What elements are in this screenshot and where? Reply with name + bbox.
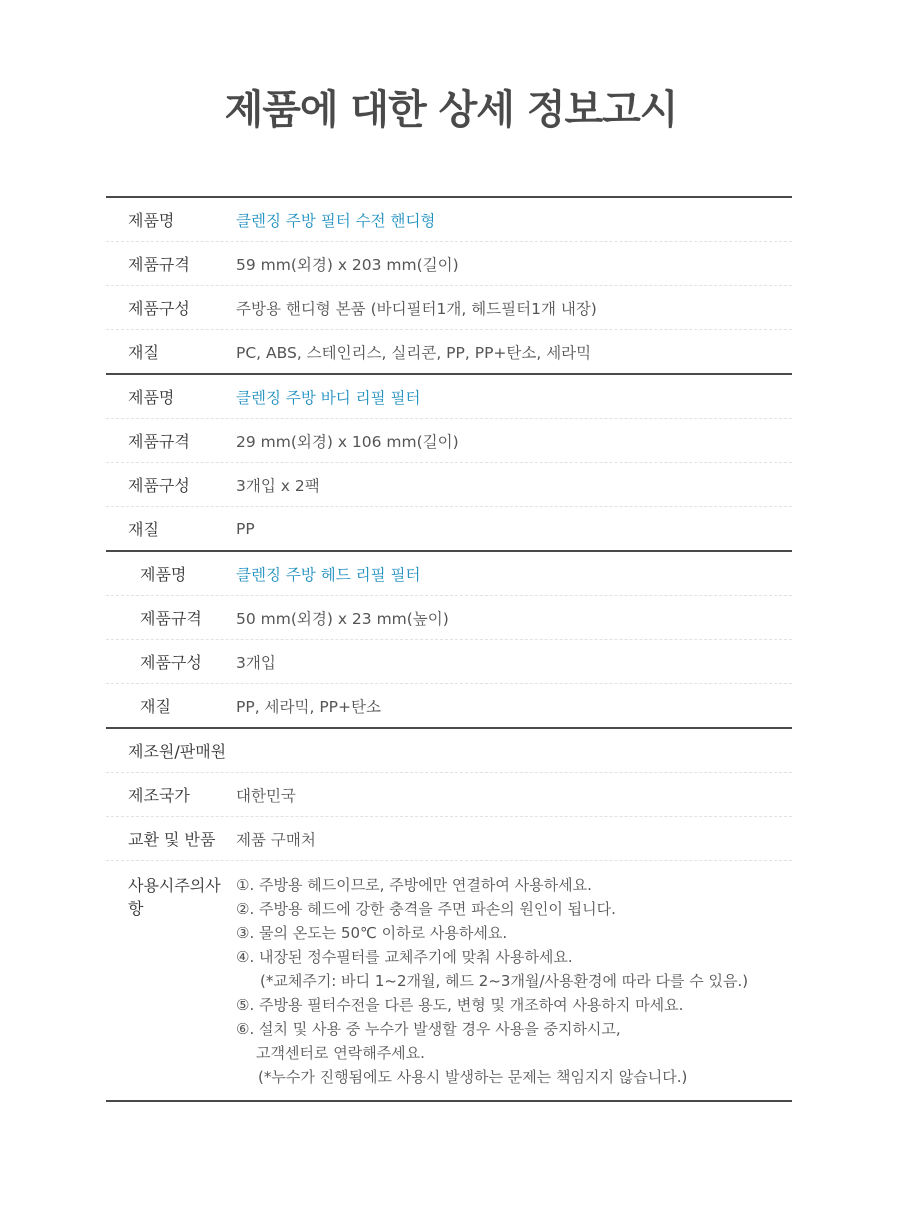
precaution-line: ③. 물의 온도는 50℃ 이하로 사용하세요. — [236, 924, 508, 942]
row-label: 재질 — [140, 697, 171, 716]
section-handy-filter — [106, 196, 792, 373]
table-row — [106, 375, 792, 419]
precaution-line: ④. 내장된 정수필터를 교체주기에 맞춰 사용하세요. — [236, 948, 573, 966]
section-body-refill — [106, 373, 792, 550]
table-row — [106, 640, 792, 684]
usage-precautions-row — [106, 861, 792, 1089]
table-row — [106, 242, 792, 286]
table-row — [106, 198, 792, 242]
row-label: 제품규격 — [128, 255, 190, 274]
row-label: 재질 — [128, 343, 159, 362]
row-label: 제품규격 — [140, 609, 202, 628]
precaution-line: ⑤. 주방용 필터수전을 다른 용도, 변형 및 개조하여 사용하지 마세요. — [236, 996, 684, 1014]
table-row — [106, 286, 792, 330]
row-label: 제품구성 — [140, 653, 202, 672]
product-name: 클렌징 주방 바디 리필 필터 — [236, 388, 421, 407]
row-value: 제품 구매처 — [236, 830, 316, 849]
table-row — [106, 330, 792, 373]
row-value: 50 mm(외경) x 23 mm(높이) — [236, 609, 449, 628]
table-row — [106, 507, 792, 550]
page-title: 제품에 대한 상세 정보고시 — [224, 87, 678, 133]
precautions-list — [236, 873, 748, 1089]
row-value: 대한민국 — [236, 786, 296, 805]
row-value: PC, ABS, 스테인리스, 실리콘, PP, PP+탄소, 세라믹 — [236, 343, 592, 362]
precaution-line: ②. 주방용 헤드에 강한 충격을 주면 파손의 원인이 됩니다. — [236, 900, 616, 918]
row-value: 29 mm(외경) x 106 mm(길이) — [236, 432, 459, 451]
precaution-line-continued: 고객센터로 연락해주세요. — [256, 1044, 425, 1062]
bottom-divider — [106, 1100, 792, 1102]
row-label: 제품명 — [128, 388, 175, 407]
row-label: 제품구성 — [128, 476, 190, 495]
table-row — [106, 596, 792, 640]
row-label: 제품명 — [128, 211, 175, 230]
table-row — [106, 729, 792, 773]
row-value: 59 mm(외경) x 203 mm(길이) — [236, 255, 459, 274]
row-label: 제조국가 — [128, 786, 190, 805]
row-value: PP — [236, 519, 255, 538]
row-value: 주방용 핸디형 본품 (바디필터1개, 헤드필터1개 내장) — [236, 299, 597, 318]
row-label: 제품명 — [140, 565, 187, 584]
section-manufacturer — [106, 727, 792, 1089]
table-row — [106, 817, 792, 861]
table-row — [106, 463, 792, 507]
product-name: 클렌징 주방 헤드 리필 필터 — [236, 565, 421, 584]
row-value: 3개입 x 2팩 — [236, 476, 320, 495]
precaution-line: ⑥. 설치 및 사용 중 누수가 발생할 경우 사용을 중지하시고, — [236, 1020, 621, 1038]
table-row — [106, 684, 792, 727]
precaution-line: ①. 주방용 헤드이므로, 주방에만 연결하여 사용하세요. — [236, 876, 592, 894]
row-label: 재질 — [128, 520, 159, 539]
row-value: PP, 세라믹, PP+탄소 — [236, 697, 381, 716]
precaution-note: (*누수가 진행됨에도 사용시 발생하는 문제는 책임지지 않습니다.) — [258, 1068, 688, 1086]
table-row — [106, 773, 792, 817]
section-head-refill — [106, 550, 792, 727]
table-row — [106, 419, 792, 463]
row-label: 교환 및 반품 — [128, 830, 216, 849]
table-row — [106, 552, 792, 596]
product-info-table — [106, 196, 792, 1089]
row-label: 제조원/판매원 — [128, 742, 227, 761]
precaution-note: (*교체주기: 바디 1~2개월, 헤드 2~3개월/사용환경에 따라 다를 수 있음.) — [260, 972, 749, 990]
row-value: 3개입 — [236, 653, 276, 672]
row-label: 제품규격 — [128, 432, 190, 451]
row-label: 제품구성 — [128, 299, 190, 318]
product-name: 클렌징 주방 필터 수전 핸디형 — [236, 211, 436, 230]
row-label: 사용시주의사항 — [128, 876, 221, 918]
